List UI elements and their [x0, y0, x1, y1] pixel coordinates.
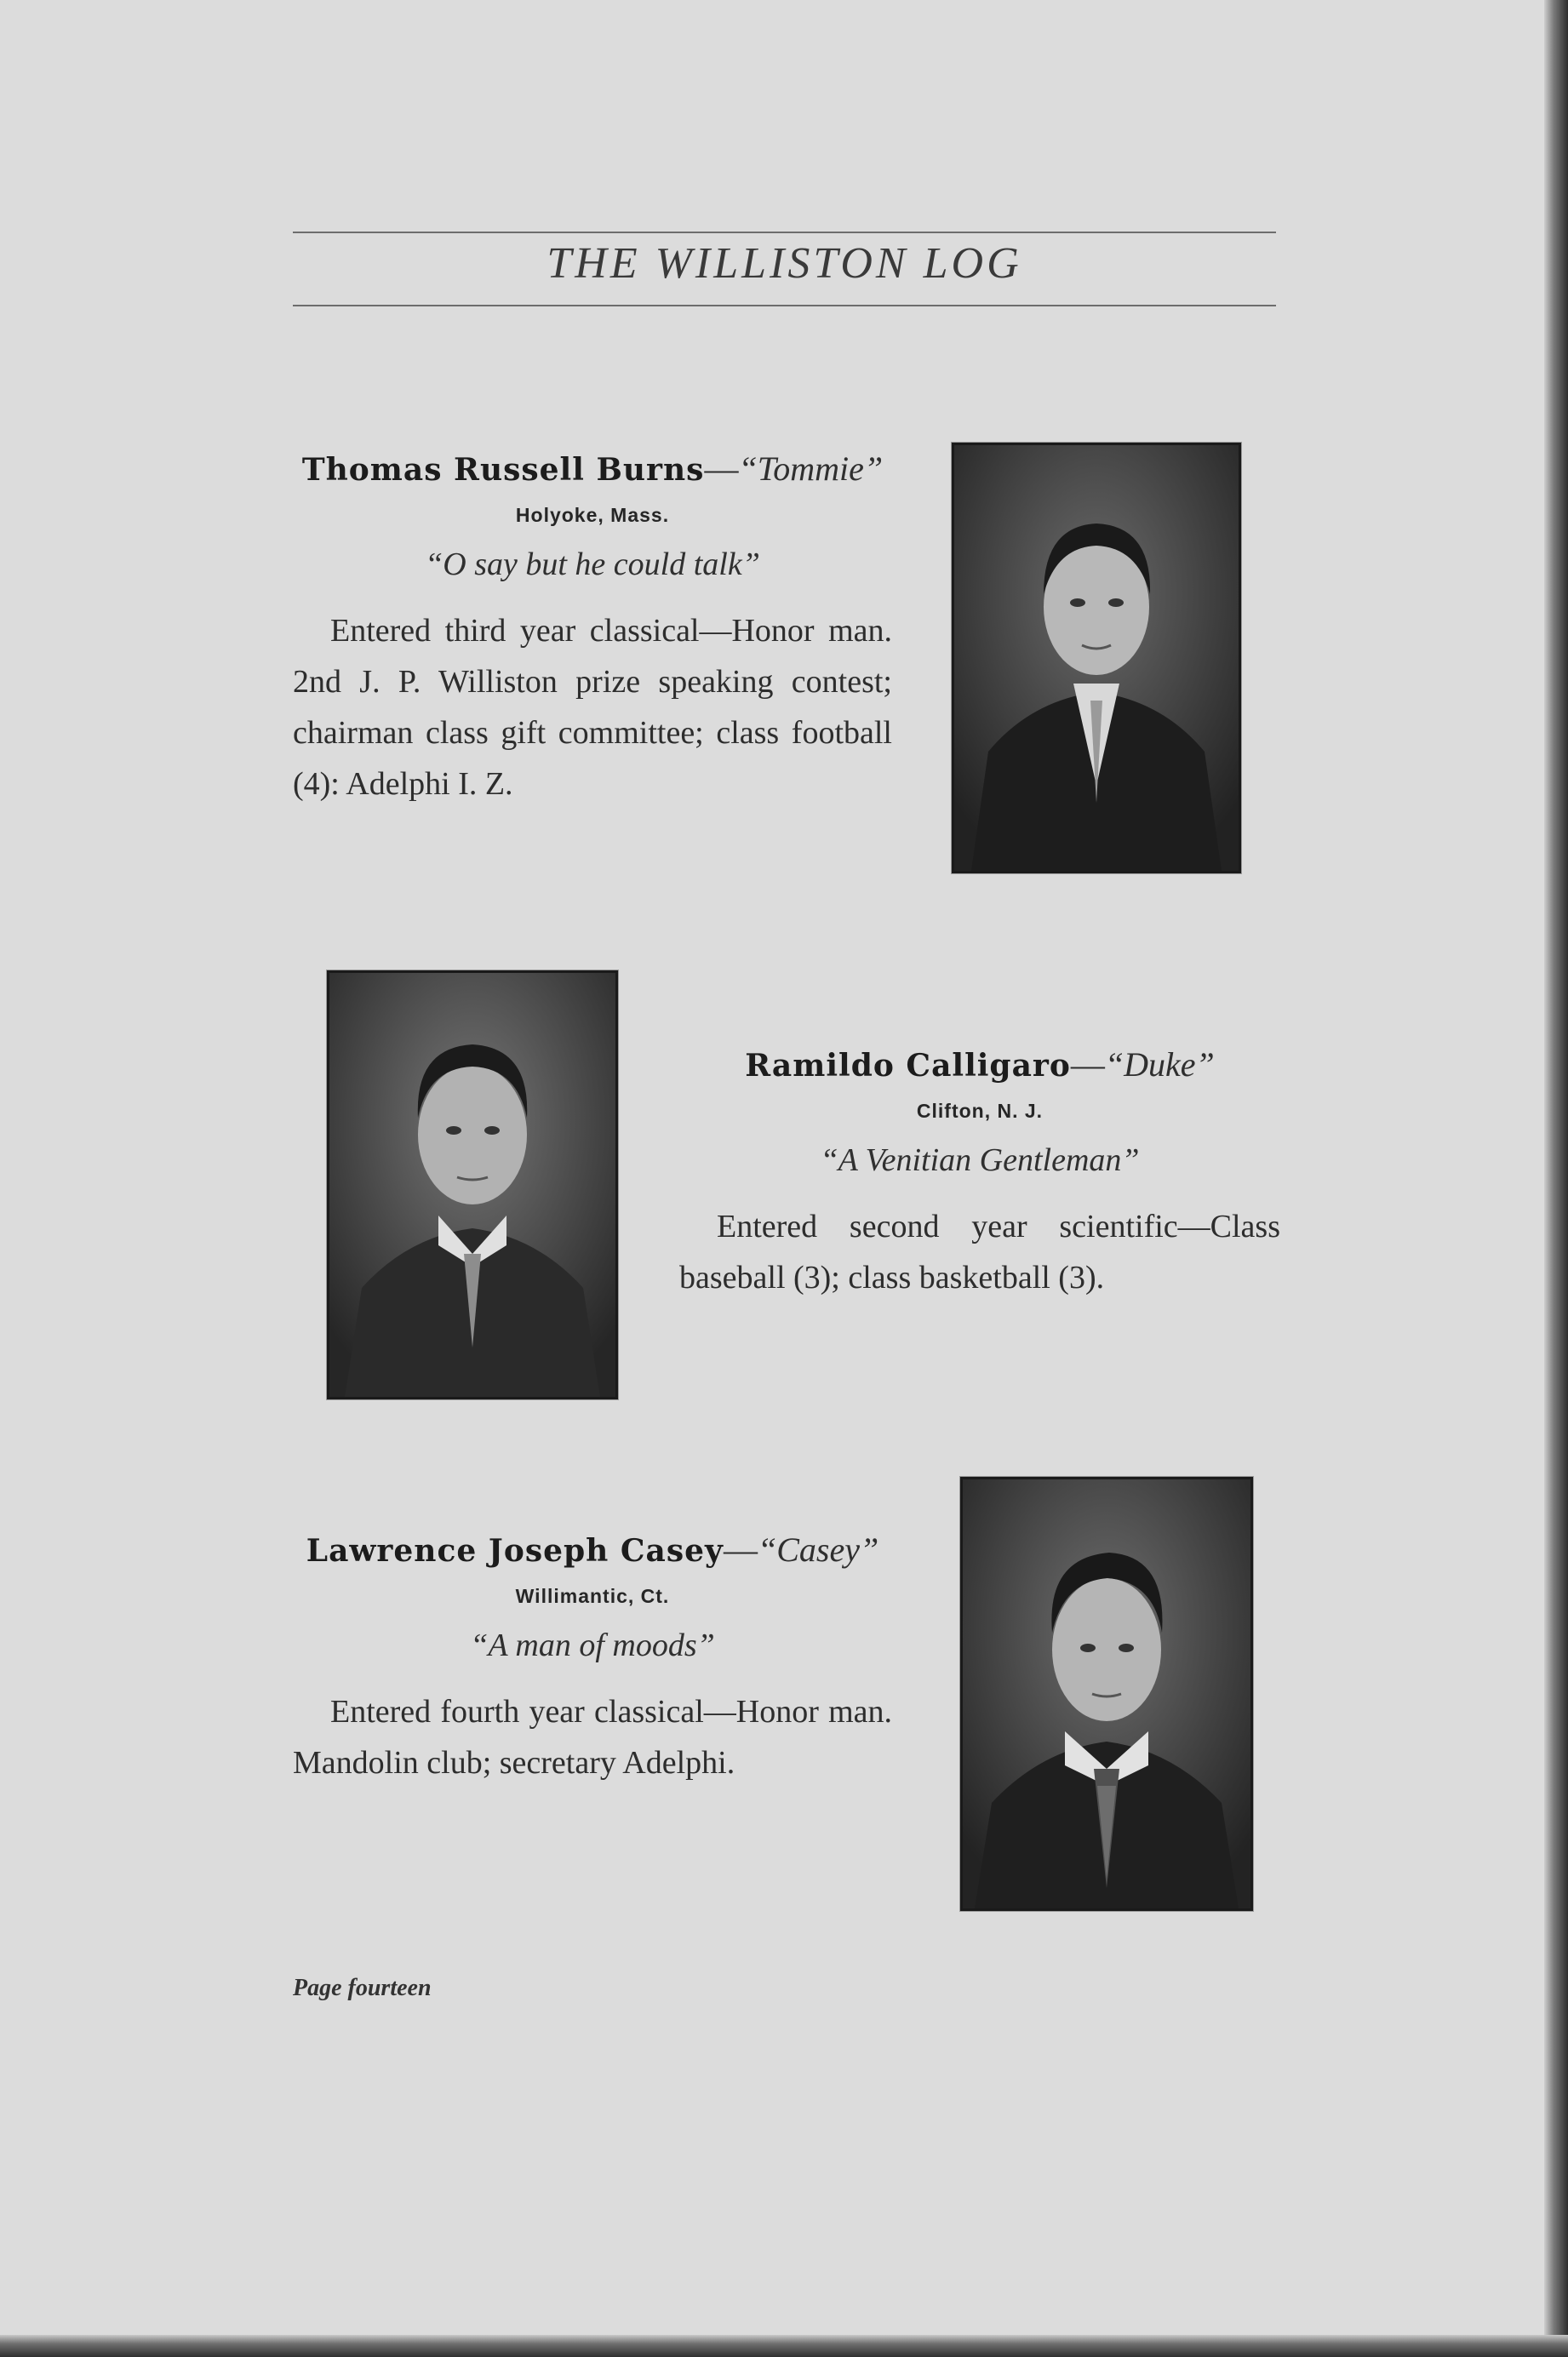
student-name: Lawrence Joseph Casey: [306, 1533, 724, 1569]
student-name-line: [293, 1528, 892, 1573]
student-name: Ramildo Calligaro: [745, 1048, 1071, 1084]
student-hometown: Willimantic, Ct.: [515, 1585, 670, 1607]
header-rule-top: [293, 232, 1276, 233]
student-nickname: “Tommie”: [738, 449, 884, 488]
name-dash: —: [704, 449, 739, 488]
student-entry-calligaro: [679, 1043, 1280, 1303]
student-name-line: [679, 1043, 1280, 1088]
name-dash: —: [1070, 1045, 1105, 1084]
header-rule-bottom: [293, 305, 1276, 306]
portrait-photo-burns: [952, 443, 1241, 873]
student-description: Entered fourth year classical—Honor man. Mandolin club; secretary Adelphi.: [293, 1694, 892, 1781]
student-name: Thomas Russell Burns: [301, 452, 705, 488]
page-title: THE WILLISTON LOG: [547, 239, 1022, 288]
student-nickname: “Duke”: [1104, 1045, 1215, 1084]
student-nickname: “Casey”: [757, 1530, 879, 1569]
student-entry-burns: [293, 447, 892, 810]
student-hometown: Holyoke, Mass.: [515, 504, 670, 526]
student-entry-casey: [293, 1528, 892, 1788]
scan-edge-right: [1544, 0, 1568, 2357]
student-description: Entered third year classical—Honor man. 2nd J. P. Williston prize speaking contest; chairman class gift committee; class football (4): Adelphi I. Z.: [293, 613, 892, 802]
student-quote: “A man of moods”: [470, 1628, 715, 1663]
page-number: Page fourteen: [293, 1975, 432, 2001]
scan-edge-bottom: [0, 2335, 1568, 2357]
name-dash: —: [723, 1530, 758, 1569]
portrait-photo-casey: [960, 1477, 1253, 1911]
student-hometown: Clifton, N. J.: [916, 1100, 1044, 1122]
student-description: Entered second year scientific—Class baseball (3); class basketball (3).: [679, 1209, 1280, 1296]
student-quote: “A Venitian Gentleman”: [820, 1142, 1140, 1178]
student-name-line: [293, 447, 892, 492]
portrait-photo-calligaro: [327, 970, 618, 1399]
student-quote: “O say but he could talk”: [425, 546, 760, 582]
